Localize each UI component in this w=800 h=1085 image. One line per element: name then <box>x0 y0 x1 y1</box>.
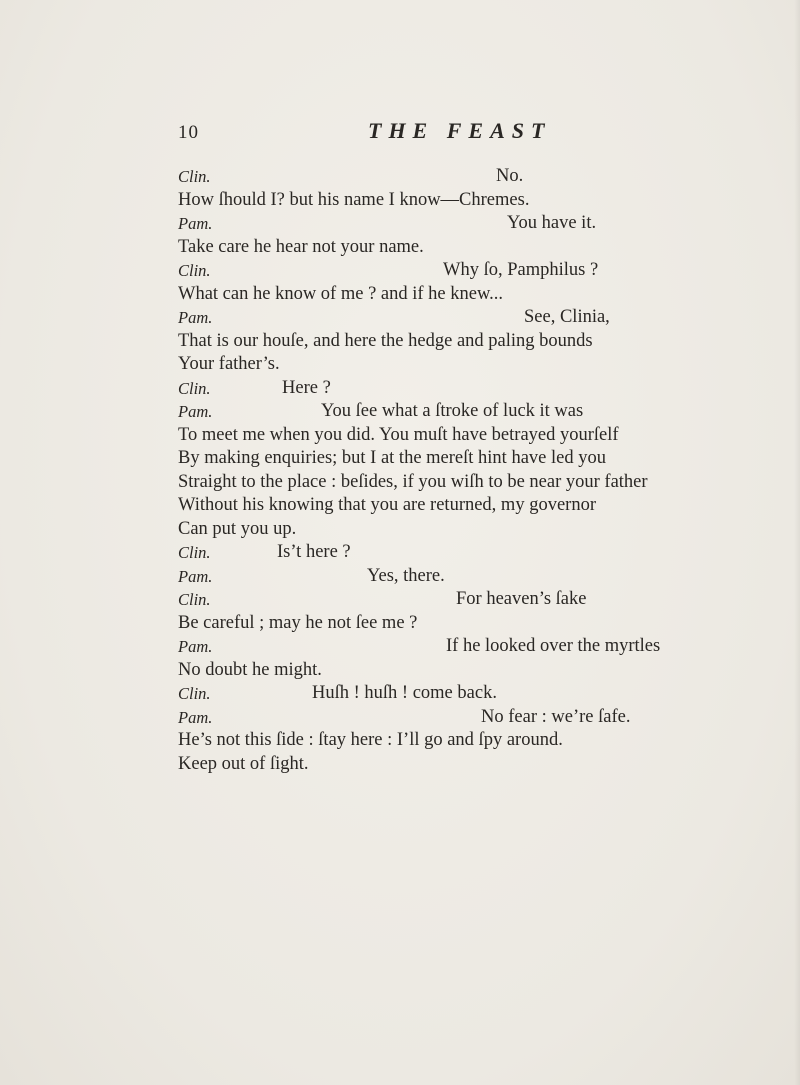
speaker-label: Clin. <box>178 378 211 398</box>
page-edge-shadow <box>794 0 800 1085</box>
running-title: THE FEAST <box>368 118 552 143</box>
speaker-label: Clin. <box>178 684 211 703</box>
speech-text: Can put you up. <box>178 518 297 539</box>
page-number: 10 <box>178 122 199 143</box>
running-head <box>0 118 800 148</box>
speech-text: Is’t here ? <box>277 542 351 562</box>
speech-text: You ſee what a ſtroke of luck it was <box>321 401 584 421</box>
speaker-label: Clin. <box>178 261 211 280</box>
speaker-label: Clin. <box>178 543 211 562</box>
text-line <box>178 353 738 377</box>
speaker-label: Pam. <box>178 707 213 727</box>
text-line <box>178 189 738 213</box>
text-line <box>178 212 738 236</box>
speech-text: By making enquiries; but I at the mereſt hint have led you <box>178 448 606 468</box>
speech-text: Huſh ! huſh ! come back. <box>312 683 497 703</box>
speech-text: Why ſo, Pamphilus ? <box>443 260 599 280</box>
text-line <box>178 494 738 518</box>
text-line <box>178 165 738 189</box>
text-line <box>178 377 738 401</box>
speech-text: Straight to the place : beſides, if you wiſh to be near your father <box>178 471 648 492</box>
speech-text: If he looked over the myrtles <box>446 636 661 656</box>
speaker-label: Pam. <box>178 308 213 327</box>
text-line <box>178 236 738 260</box>
text-line <box>178 635 738 659</box>
text-line <box>178 283 738 307</box>
speech-text: Here ? <box>282 377 331 398</box>
speech-text: You have it. <box>507 213 597 233</box>
speaker-label: Clin. <box>178 167 211 186</box>
speaker-label: Pam. <box>178 402 213 421</box>
text-line <box>178 306 738 330</box>
speech-text: Take care he hear not your name. <box>178 236 424 257</box>
speaker-label: Clin. <box>178 590 211 609</box>
speech-text: No doubt he might. <box>178 659 322 680</box>
speech-text: Without his knowing that you are returned, my governor <box>178 495 596 515</box>
speaker-label: Pam. <box>178 214 213 233</box>
speech-text: See, Clinia, <box>524 307 610 327</box>
text-line <box>178 612 738 636</box>
speech-text: He’s not this ſide : ſtay here : I’ll go and ſpy around. <box>178 730 563 750</box>
text-line <box>178 565 738 589</box>
text-line <box>178 424 738 448</box>
text-line <box>178 471 738 495</box>
text-line <box>178 518 738 542</box>
text-line <box>178 682 738 706</box>
text-line <box>178 400 738 424</box>
text-line <box>178 330 738 354</box>
speech-text: Be careful ; may he not ſee me ? <box>178 612 418 633</box>
text-line <box>178 541 738 565</box>
speech-text: No. <box>496 166 524 186</box>
text-line <box>178 259 738 283</box>
speech-text: For heaven’s ſake <box>456 589 587 609</box>
speech-text: Keep out of ſight. <box>178 753 309 774</box>
speech-text: To meet me when you did. You muſt have betrayed yourſelf <box>178 424 619 445</box>
text-line <box>178 588 738 612</box>
text-line <box>178 729 738 753</box>
speech-text: How ſhould I? but his name I know—Chremes. <box>178 189 530 210</box>
speech-text: What can he know of me ? and if he knew... <box>178 283 503 304</box>
speaker-label: Pam. <box>178 637 213 656</box>
speech-text: Yes, there. <box>367 565 445 586</box>
play-text <box>178 165 738 776</box>
text-line <box>178 659 738 683</box>
text-line <box>178 447 738 471</box>
speaker-label: Pam. <box>178 566 213 586</box>
text-line <box>178 753 738 777</box>
speech-text: Your father’s. <box>178 354 280 374</box>
speech-text: No fear : we’re ſafe. <box>481 706 631 727</box>
speech-text: That is our houſe, and here the hedge and paling bounds <box>178 330 593 351</box>
text-line <box>178 706 738 730</box>
